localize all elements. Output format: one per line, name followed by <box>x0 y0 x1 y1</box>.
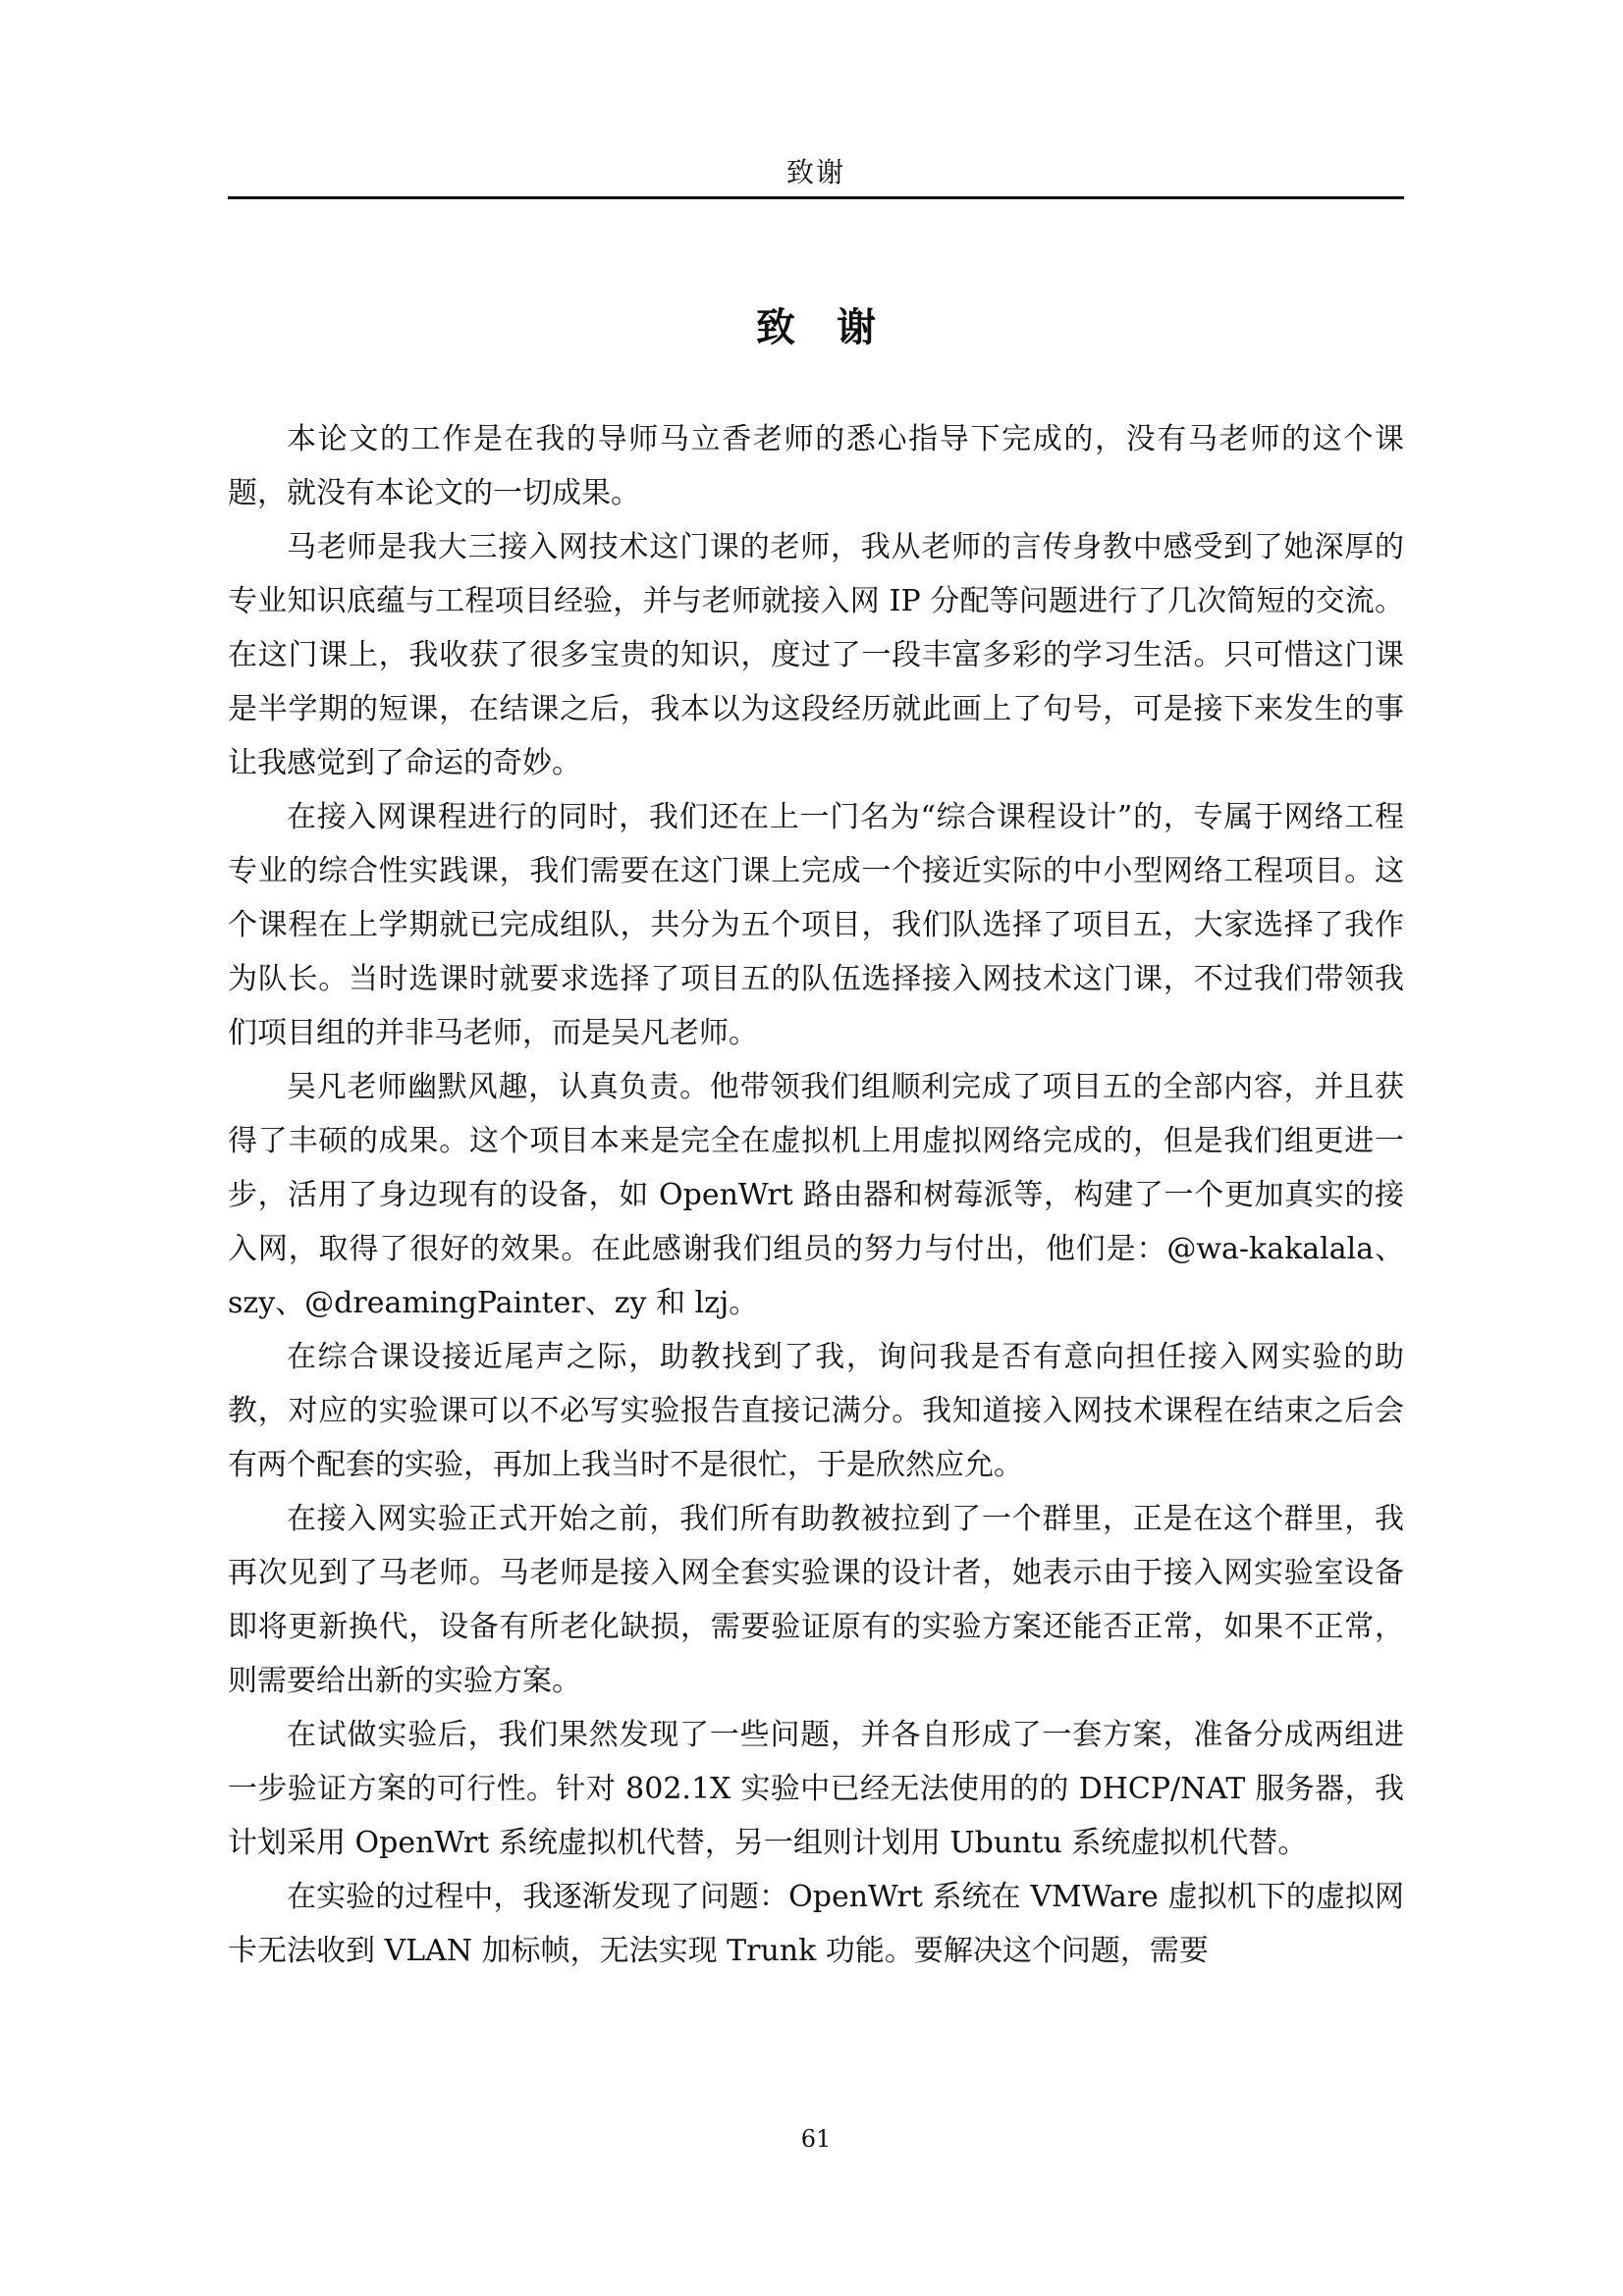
paragraph-6: 在接入网实验正式开始之前，我们所有助教被拉到了一个群里，正是在这个群里，我再次见到了马老师。马老师是接入网全套实验课的设计者，她表示由于接入网实验室设备即将更新换代，设备有所老化缺损，需要验证原有的实验方案还能否正常，如果不正常，则需要给出新的实验方案。 <box>228 1502 1404 1698</box>
body-text <box>228 412 1404 1978</box>
running-header: 致谢 <box>785 156 845 188</box>
paragraph-1: 本论文的工作是在我的导师马立香老师的悉心指导下完成的，没有马老师的这个课题，就没有本论文的一切成果。 <box>228 422 1404 510</box>
paragraph-4: 吴凡老师幽默风趣，认真负责。他带领我们组顺利完成了项目五的全部内容，并且获得了丰硕的成果。这个项目本来是完全在虚拟机上用虚拟网络完成的，但是我们组更进一步，活用了身边现有的设备，如 OpenWrt 路由器和树莓派等，构建了一个更加真实的接入网，取得了很好的效果。在此感谢我们组员的努力与付出，他们是：@wa-kakalala、szy、@dreamingPainter、zy 和 lzj。 <box>228 1070 1404 1320</box>
paragraph-5: 在综合课设接近尾声之际，助教找到了我，询问我是否有意向担任接入网实验的助教，对应的实验课可以不必写实验报告直接记满分。我知道接入网技术课程在结束之后会有两个配套的实验，再加上我当时不是很忙，于是欣然应允。 <box>228 1340 1404 1482</box>
paragraph-3: 在接入网课程进行的同时，我们还在上一门名为“综合课程设计”的，专属于网络工程专业的综合性实践课，我们需要在这门课上完成一个接近实际的中小型网络工程项目。这个课程在上学期就已完成组队，共分为五个项目，我们队选择了项目五，大家选择了我作为队长。当时选课时就要求选择了项目五的队伍选择接入网技术这门课，不过我们带领我们项目组的并非马老师，而是吴凡老师。 <box>228 800 1404 1050</box>
paragraph-8: 在实验的过程中，我逐渐发现了问题：OpenWrt 系统在 VMWare 虚拟机下的虚拟网卡无法收到 VLAN 加标帧，无法实现 Trunk 功能。要解决这个问题，需要 <box>228 1880 1404 1968</box>
paragraph-2: 马老师是我大三接入网技术这门课的老师，我从老师的言传身教中感受到了她深厚的专业知识底蕴与工程项目经验，并与老师就接入网 IP 分配等问题进行了几次简短的交流。在这门课上，我收获了很多宝贵的知识，度过了一段丰富多彩的学习生活。只可惜这门课是半学期的短课，在结课之后，我本以为这段经历就此画上了句号，可是接下来发生的事让我感觉到了命运的奇妙。 <box>228 530 1404 780</box>
paragraph-7: 在试做实验后，我们果然发现了一些问题，并各自形成了一套方案，准备分成两组进一步验证方案的可行性。针对 802.1X 实验中已经无法使用的的 DHCP/NAT 服务器，我计划采用 OpenWrt 系统虚拟机代替，另一组则计划用 Ubuntu 系统虚拟机代替。 <box>228 1718 1404 1860</box>
chapter-title: 致 谢 <box>756 304 876 350</box>
header-rule <box>228 196 1404 199</box>
page-number: 61 <box>800 2125 832 2153</box>
